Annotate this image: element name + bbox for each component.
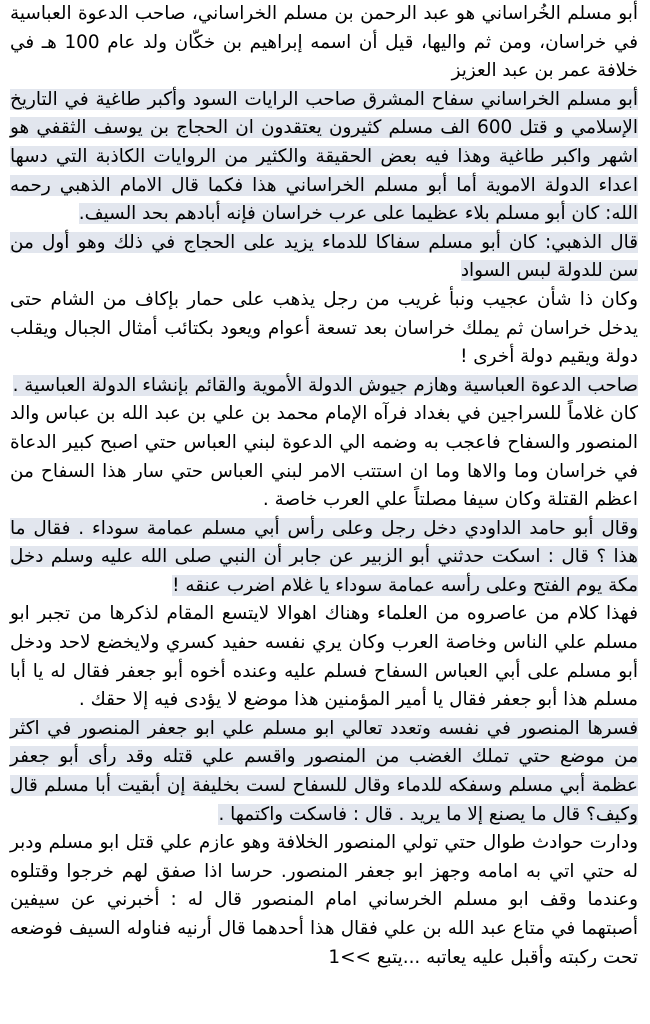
paragraph-3 [10,229,638,286]
paragraph-5-text: صاحب الدعوة العباسية وهازم جيوش الدولة الأموية والقائم بإنشاء الدولة العباسية . [12,374,638,396]
paragraph-2-text: أبو مسلم الخراساني سفاح المشرق صاحب الرايات السود وأكبر طاغية في التاريخ الإسلامي و قتل 600 الف مسلم كثيرون يعتقدون ان الحجاج بن يوسف الثقفي هو اشهر واكبر طاغية وهذا فيه بعض الحقيقة والكثير من الروايات الكاذبة التي دسها اعداء الدولة الاموية أما أبو مسلم الخراساني هذا فكما قال الامام الذهبي رحمه الله: كان أبو مسلم بلاء عظيما على عرب خراسان فإنه أبادهم بحد السيف. [10,88,638,225]
paragraph-7-text: وقال أبو حامد الداودي دخل رجل وعلى رأس أبي مسلم عمامة سوداء . فقال ما هذا ؟ قال : اسكت حدثني أبو الزبير عن جابر أن النبي صلى الله عليه وسلم دخل مكة يوم الفتح وعلى رأسه عمامة سوداء يا غلام اضرب عنقه ! [10,517,638,596]
paragraph-8-text: فهذا كلام من عاصروه من العلماء وهناك اهوالا لايتسع المقام لذكرها من تجبر ابو مسلم علي الناس وخاصة العرب وكان يري نفسه حفيد كسري ولايخضع لاحد ودخل أبو مسلم على أبي العباس السفاح فسلم عليه وعنده أخوه أبو جعفر فقال له يا أبا مسلم هذا أبو جعفر فقال يا أمير المؤمنين هذا موضع لا يؤدى فيه إلا حقك . [10,603,638,711]
paragraph-1-text: أبو مسلم الخُراساني هو عبد الرحمن بن مسلم الخراساني، صاحب الدعوة العباسية في خراسان، ومن ثم واليها، قيل أن اسمه إبراهيم بن خكّان ولد عام 100 هـ في خلافة عمر بن عبد العزيز [10,3,638,82]
paragraph-5 [10,372,638,401]
paragraph-8 [10,600,638,714]
paragraph-7 [10,515,638,601]
paragraph-2 [10,86,638,229]
paragraph-6-text: كان غلاماً للسراجين في بغداد فرآه الإمام محمد بن علي بن عبد الله بن عباس والد المنصور والسفاح فاعجب به وضمه الي الدعوة لبني العباس حتي اصبح كبير الدعاة في خراسان وما والاها وما ان استتب الامر لبني العباس حتي سار هذا السفاح من اعظم القتلة وكان سيفا مصلتاً علي العرب خاصة . [10,403,638,511]
paragraph-4-text: وكان ذا شأن عجيب ونبأ غريب من رجل يذهب على حمار بإكاف من الشام حتى يدخل خراسان ثم يملك خراسان بعد تسعة أعوام ويعود بكتائب أمثال الجبال ويقلب دولة ويقيم دولة أخرى ! [10,288,638,368]
paragraph-1 [10,0,638,86]
paragraph-9 [10,715,638,829]
paragraph-10 [10,829,638,972]
paragraph-3-text: قال الذهبي: كان أبو مسلم سفاكا للدماء يزيد على الحجاج في ذلك وهو أول من سن للدولة لبس السواد [10,231,638,282]
paragraph-6 [10,400,638,514]
paragraph-9-text: فسرها المنصور في نفسه وتعدد تعالي ابو مسلم علي ابو جعفر المنصور في اكثر من موضع حتي تملك الغضب من المنصور واقسم علي قتله وقد رأى أبو جعفر عظمة أبي مسلم وسفكه للدماء وقال للسفاح لست بخليفة إن أبقيت أبا مسلم قال وكيف؟ قال ما يصنع إلا ما يريد . قال : فاسكت واكتمها . [10,717,638,825]
paragraph-10-text: ودارت حوادث طوال حتي تولي المنصور الخلافة وهو عازم علي قتل ابو مسلم ودبر له حتي اتي به امامه وجهز ابو جعفر المنصور. حرسا اذا صفق لهم خرجوا وقتلوه وعندما وقف ابو مسلم الخرساني امام المنصور قال له : أخبرني عن سيفين أصبتهما في متاع عبد الله بن علي فقال هذا أحدهما قال أرنيه فناوله السيف فوضعه تحت ركبته وأقبل عليه يعاتبه ...يتبع >>1 [10,832,638,968]
paragraph-4 [10,286,638,372]
article-body [10,0,638,972]
